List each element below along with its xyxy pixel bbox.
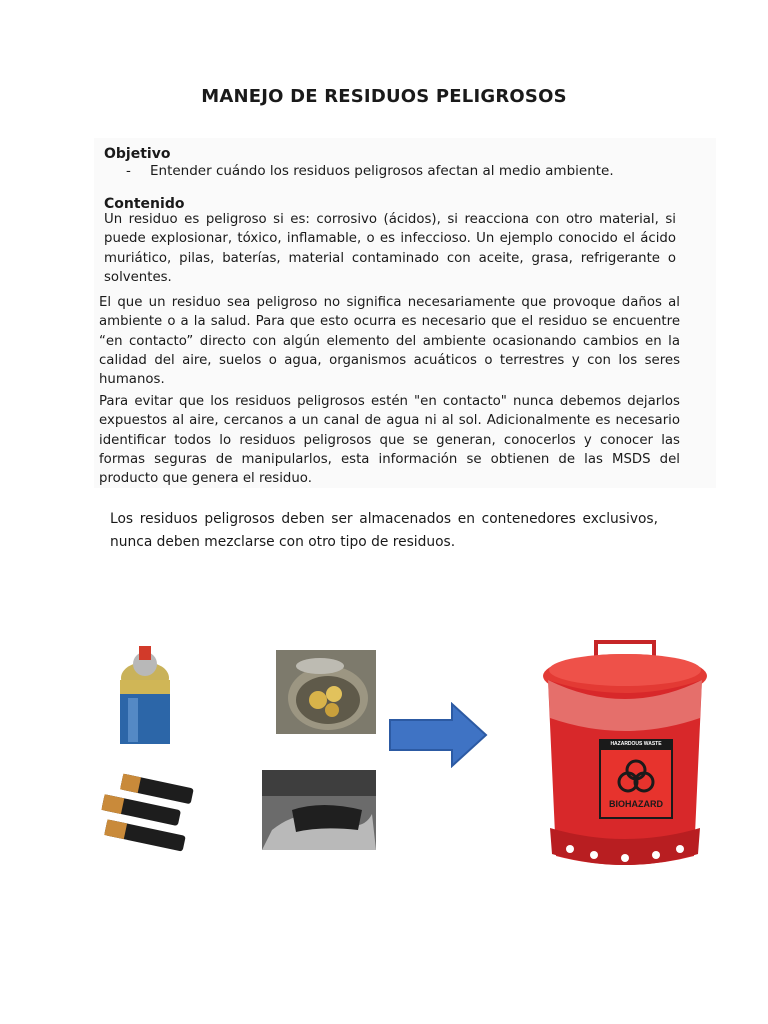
- spray-can-image: [98, 640, 198, 744]
- contenido-paragraph: Un residuo es peligroso si es: corrosivo (ácidos), si reacciona con otro material, si puede explosionar, tóxico, inflamable, o es infeccioso. Un ejemplo conocido el ácido muriático, pilas, baterías, material contaminado con aceite, grasa, refrigerante o solventes.: [104, 212, 676, 285]
- objetivo-text: Entender cuándo los residuos peligrosos afectan al medio ambiente.: [150, 163, 614, 179]
- objetivo-heading: Objetivo: [104, 146, 171, 162]
- page-title: MANEJO DE RESIDUOS PELIGROSOS: [201, 86, 567, 107]
- objetivo-bullet: -: [126, 163, 131, 179]
- hazardous-waste-bin-image: [536, 636, 714, 882]
- paragraph-prevention: Para evitar que los residuos peligrosos estén "en contacto" nunca debemos dejarlos expuestos al aire, cercanos a un canal de agua ni al sol. Adicionalmente es necesario identificar todos lo residuos peligrosos que se generan, conocerlos y conocer las formas seguras de manipularlos, esta información se obtienen de las MSDS del producto que genera el residuo.: [99, 394, 680, 487]
- bin-label-bottom: BIOHAZARD: [609, 799, 663, 809]
- contaminated-material-image: [262, 770, 376, 850]
- contaminated-can-image: [276, 650, 376, 734]
- paragraph-hazard-contact: El que un residuo sea peligroso no significa necesariamente que provoque daños al ambiente o a la salud. Para que esto ocurra es necesario que el residuo se encuentre “en contacto” directo con algún elemento del ambiente ocasionando cambios en la calidad del aire, suelos o agua, organismos acuáticos o terrestres y con los seres humanos.: [99, 295, 680, 388]
- storage-note: Los residuos peligrosos deben ser almacenados en contenedores exclusivos, nunca deben mezclarse con otro tipo de residuos.: [110, 511, 658, 550]
- bin-label-top: HAZARDOUS WASTE: [610, 741, 662, 747]
- batteries-image: [96, 766, 204, 858]
- contenido-heading: Contenido: [104, 196, 185, 212]
- arrow-right-icon: [388, 702, 488, 768]
